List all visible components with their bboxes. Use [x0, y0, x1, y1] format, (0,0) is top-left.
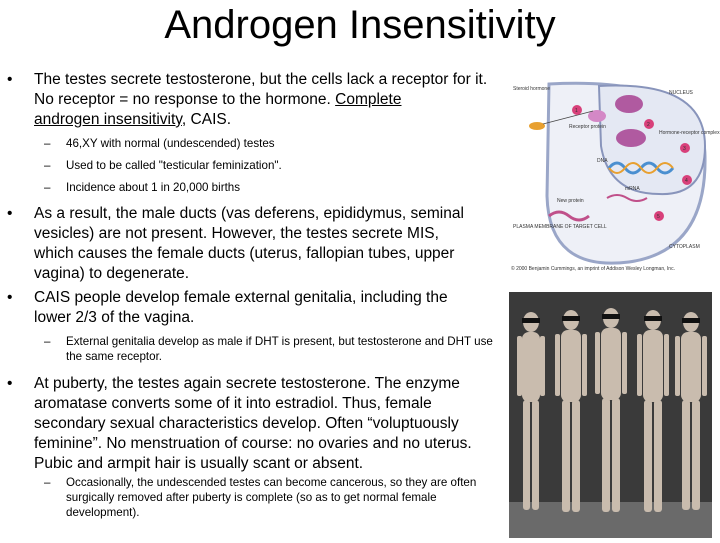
subbullet-text: Occasionally, the undescended testes can become cancerous, so they are often surgically removed after puberty is complete (so as to get normal female development). — [66, 476, 477, 519]
label-cytoplasm: CYTOPLASM — [669, 244, 700, 250]
cais-patients-photo — [509, 292, 712, 538]
copyright: © 2000 Benjamin Cummings, an imprint of Addison Wesley Longman, Inc. — [511, 266, 675, 272]
bullet-puberty — [7, 374, 497, 474]
label-new-protein: New protein — [557, 198, 584, 204]
bullet-marker: • — [7, 205, 13, 222]
subbullet-text: Incidence about 1 in 20,000 births — [66, 181, 241, 194]
bullet-text: As a result, the male ducts (vas deferens, epididymus, seminal vesicles) are not present. However, the testes secrete MIS, which causes the female ducts (uterus, fallopian tubes, upper vagina) to degenerate. — [34, 205, 464, 282]
subbullet-marker: – — [44, 137, 51, 150]
bullet-text: , CAIS. — [181, 111, 232, 128]
label-nucleus: NUCLEUS — [669, 90, 693, 96]
subbullet-text: 46,XY with normal (undescended) testes — [66, 137, 275, 150]
bullet-text: CAIS people develop female external genitalia, including the lower 2/3 of the vagina. — [34, 289, 448, 326]
photo-svg — [509, 292, 712, 538]
label-plasma-membrane: PLASMA MEMBRANE OF TARGET CELL — [513, 224, 607, 230]
bullet-ducts — [7, 204, 477, 284]
receptor-shape — [615, 95, 643, 113]
subbullet-text: External genitalia develop as male if DHT is present, but testosterone and DHT use the same receptor. — [66, 335, 493, 363]
subbullet — [44, 475, 499, 520]
page-title: Androgen Insensitivity — [164, 3, 556, 47]
complex-shape — [616, 129, 646, 147]
step-number: 1 — [575, 108, 578, 114]
bullet-genitalia — [7, 288, 472, 328]
step-number: 4 — [685, 178, 688, 184]
subbullet-marker: – — [44, 335, 51, 348]
steroid-hormone-cell-diagram — [509, 76, 720, 274]
label-mrna: mRNA — [625, 186, 640, 192]
bullet-marker: • — [7, 289, 13, 306]
step-number: 2 — [647, 122, 650, 128]
bullet-text: The testes secrete testosterone, but the cells lack a receptor for it. — [34, 71, 488, 88]
bullet-marker: • — [7, 71, 13, 88]
bullet-marker: • — [7, 375, 13, 392]
label-dna: DNA — [597, 158, 608, 164]
cais-term: androgen insensitivity — [34, 111, 182, 128]
subbullet — [44, 158, 499, 173]
label-receptor: Receptor protein — [569, 124, 606, 130]
diagram-svg — [509, 76, 720, 274]
bullet-cais-intro — [7, 70, 497, 130]
hormone-shape — [529, 122, 545, 130]
step-number: 3 — [683, 146, 686, 152]
label-complex: Hormone-receptor complex — [659, 130, 720, 136]
cais-term: Complete — [335, 91, 402, 108]
label-steroid-hormone: Steroid hormone — [513, 86, 550, 92]
subbullet-marker: – — [44, 476, 51, 489]
bullet-text: No receptor = no response to the hormone. — [34, 91, 336, 108]
bullet-text: At puberty, the testes again secrete testosterone. The enzyme aromatase converts some of it into estradiol. Thus, female secondary sexual characteristics develop. Often “voluptuously feminine”. No menstruation of course: no ovaries and no uterus. Pubic and armpit hair is usually scant or absent. — [34, 375, 472, 472]
subbullet — [44, 334, 499, 364]
subbullet-text: Used to be called "testicular feminization". — [66, 159, 282, 172]
subbullet-marker: – — [44, 181, 51, 194]
subbullet — [44, 136, 499, 151]
subbullet — [44, 180, 499, 195]
step-number: 5 — [657, 214, 660, 220]
subbullet-marker: – — [44, 159, 51, 172]
